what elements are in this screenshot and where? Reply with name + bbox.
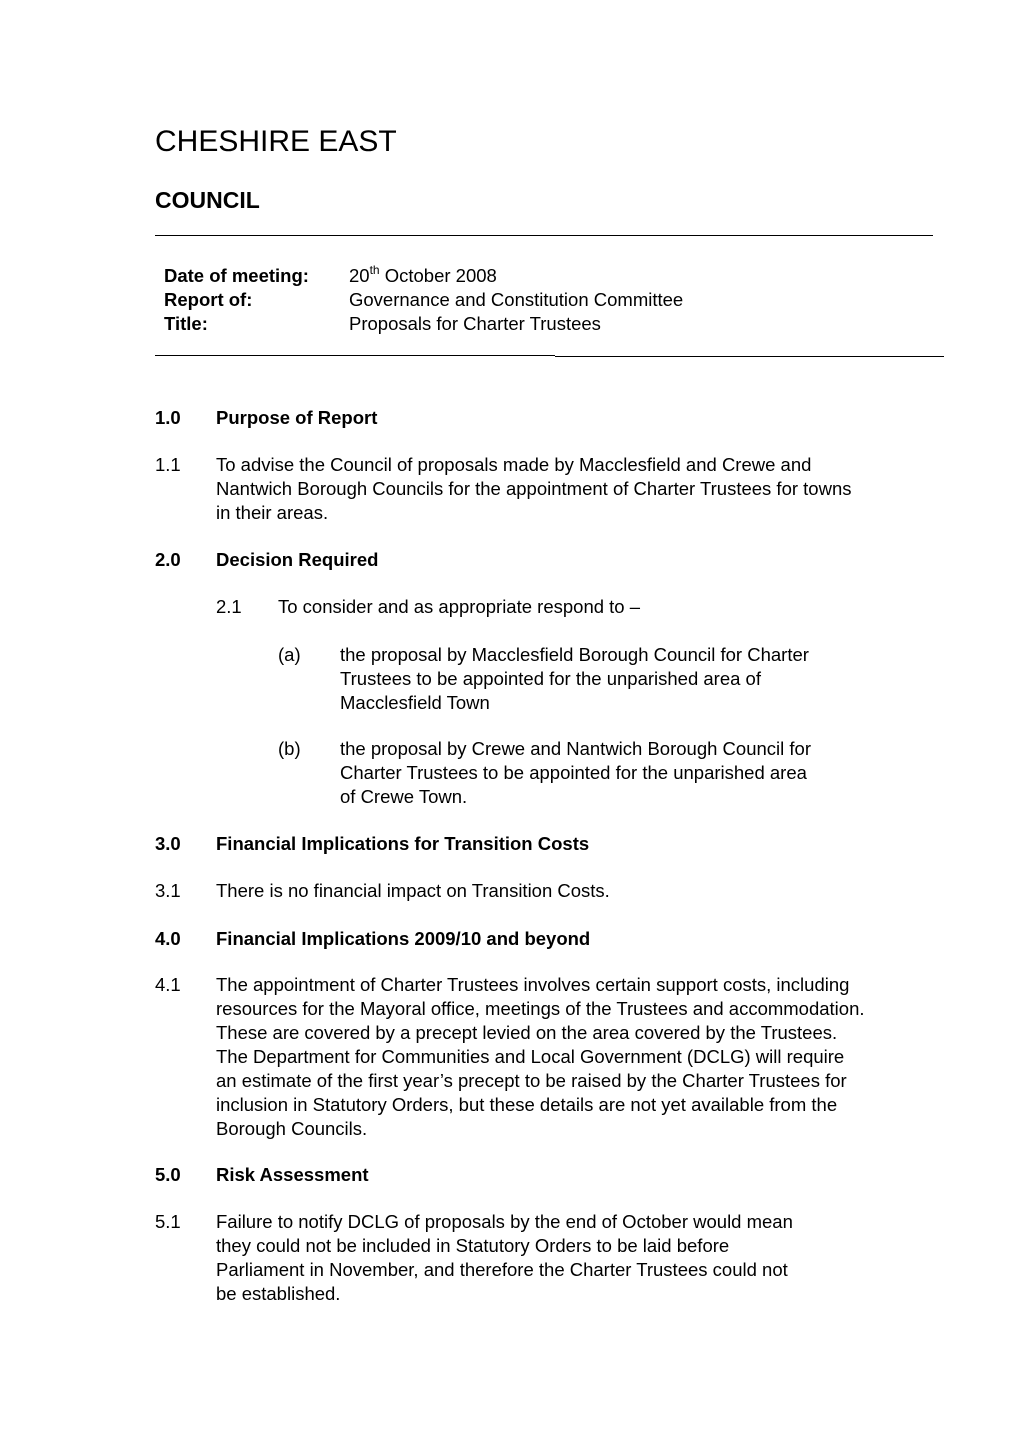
section-number: 2.0 <box>155 549 181 570</box>
section-number: 1.0 <box>155 407 181 428</box>
text-line: an estimate of the first year’s precept to be raised by the Charter Trustees for <box>216 1070 847 1091</box>
document-subtitle: COUNCIL <box>155 187 260 213</box>
text-line: inclusion in Statutory Orders, but these details are not yet available from the <box>216 1094 838 1115</box>
section-number: 4.0 <box>155 928 181 949</box>
title-label: Title: <box>164 313 208 334</box>
section-heading: Financial Implications for Transition Costs <box>216 833 590 854</box>
paragraph-number: 1.1 <box>155 454 181 475</box>
section-number: 5.0 <box>155 1164 181 1185</box>
list-item-label: (b) <box>278 738 301 759</box>
meta-divider-thin <box>555 356 944 357</box>
paragraph-number: 3.1 <box>155 880 181 901</box>
title-value: Proposals for Charter Trustees <box>349 313 601 334</box>
text-line: in their areas. <box>216 502 329 523</box>
organisation-title: CHESHIRE EAST <box>155 125 397 158</box>
paragraph <box>216 1210 896 1306</box>
list-item <box>340 737 900 809</box>
section-heading: Purpose of Report <box>216 407 378 428</box>
report-of-value: Governance and Constitution Committee <box>349 289 684 310</box>
text-line: Nantwich Borough Councils for the appointment of Charter Trustees for towns <box>216 478 852 499</box>
paragraph-number: 4.1 <box>155 974 181 995</box>
report-of-label: Report of: <box>164 289 253 310</box>
section-heading: Risk Assessment <box>216 1164 369 1185</box>
text-line: Charter Trustees to be appointed for the unparished area <box>340 762 807 783</box>
text-line: To advise the Council of proposals made by Macclesfield and Crewe and <box>216 454 812 475</box>
paragraph-number: 5.1 <box>155 1211 181 1232</box>
header-divider <box>155 235 933 236</box>
text-line: they could not be included in Statutory Orders to be laid before <box>216 1235 730 1256</box>
text-line: resources for the Mayoral office, meetings of the Trustees and accommodation. <box>216 998 865 1019</box>
paragraph <box>216 973 956 1141</box>
list-item-label: (a) <box>278 644 301 665</box>
text-line: Borough Councils. <box>216 1118 368 1139</box>
text-line: of Crewe Town. <box>340 786 468 807</box>
paragraph-number: 2.1 <box>216 596 242 617</box>
text-line: The appointment of Charter Trustees involves certain support costs, including <box>216 974 850 995</box>
text-line: the proposal by Macclesfield Borough Council for Charter <box>340 644 809 665</box>
date-value: 20th October 2008 <box>349 262 497 286</box>
list-item <box>340 643 900 715</box>
date-label: Date of meeting: <box>164 265 309 286</box>
section-heading: Financial Implications 2009/10 and beyond <box>216 928 591 949</box>
text-line: Failure to notify DCLG of proposals by the end of October would mean <box>216 1211 793 1232</box>
paragraph: To consider and as appropriate respond to – <box>278 596 641 617</box>
meta-divider-bold <box>155 355 555 356</box>
paragraph: There is no financial impact on Transition Costs. <box>216 880 610 901</box>
section-number: 3.0 <box>155 833 181 854</box>
section-heading: Decision Required <box>216 549 379 570</box>
text-line: be established. <box>216 1283 341 1304</box>
text-line: These are covered by a precept levied on the area covered by the Trustees. <box>216 1022 838 1043</box>
paragraph <box>216 453 956 525</box>
text-line: the proposal by Crewe and Nantwich Borough Council for <box>340 738 811 759</box>
text-line: The Department for Communities and Local Government (DCLG) will require <box>216 1046 845 1067</box>
text-line: Parliament in November, and therefore the Charter Trustees could not <box>216 1259 788 1280</box>
text-line: Macclesfield Town <box>340 692 490 713</box>
text-line: Trustees to be appointed for the unparished area of <box>340 668 761 689</box>
